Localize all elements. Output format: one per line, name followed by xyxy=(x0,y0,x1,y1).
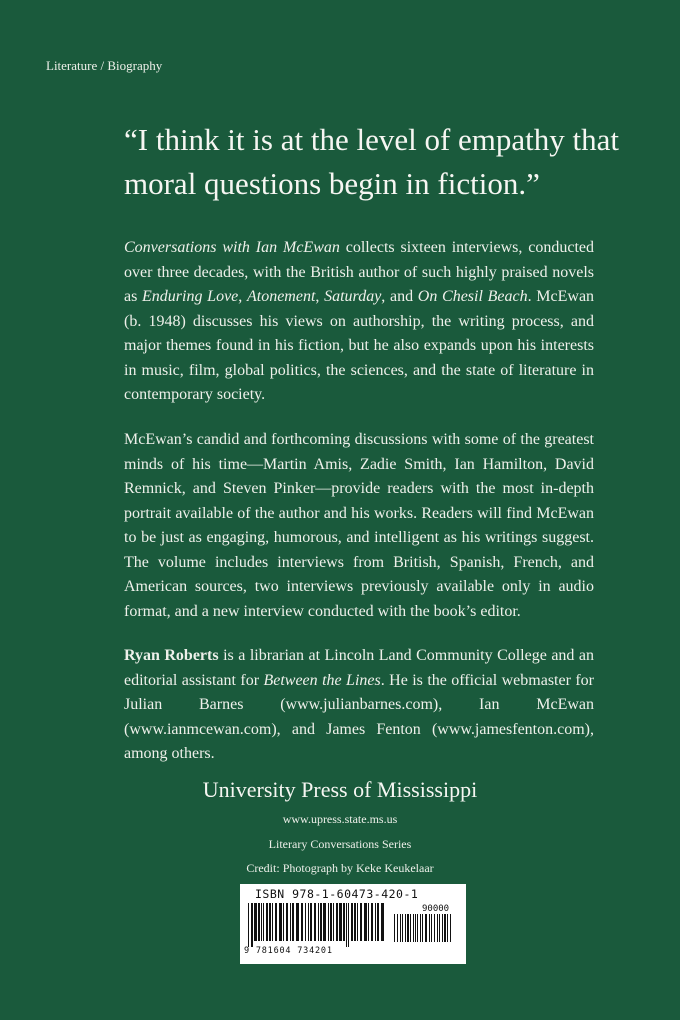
barcode-bar xyxy=(439,914,440,942)
barcode-bar xyxy=(357,903,358,941)
barcode-bar xyxy=(346,903,347,947)
barcode-bar xyxy=(263,903,264,941)
barcode-bar xyxy=(343,903,345,941)
barcode-bar xyxy=(269,903,271,941)
barcode-bar xyxy=(351,903,353,941)
barcode-bar xyxy=(254,903,257,941)
category-label: Literature / Biography xyxy=(46,58,163,73)
barcode-bar xyxy=(444,914,446,942)
barcode-bar xyxy=(310,903,312,941)
barcode-bar xyxy=(248,903,249,947)
barcode-bar xyxy=(308,903,309,941)
bio-text-1: is a librarian at Lincoln Land Community College and an editorial assistant for xyxy=(124,647,595,689)
para1-text-1: collects sixteen interviews, conducted over three decades, with the British author of such highly praised novels as xyxy=(124,239,594,305)
barcode-bar xyxy=(251,903,253,947)
ean-barcode-bars xyxy=(246,903,388,947)
barcode-bar xyxy=(397,914,398,942)
barcode-bar xyxy=(279,903,282,941)
para1-text-4: , and xyxy=(381,288,418,305)
barcode-bar xyxy=(301,903,303,941)
isbn-number: ISBN 978-1-60473-420-1 xyxy=(255,887,419,901)
description-paragraph-2: McEwan’s candid and forthcoming discussions with some of the greatest minds of his time—Martin Amis, Zadie Smith, Ian Hamilton, David Remnick, and Steven Pinker—provide readers with the most in-depth portrait available of the author and his works. Readers will find McEwan to be just as engaging, humorous, and intelligent as his writings suggest. The volume includes interviews from British, Spanish, French, and American sources, two interviews previously available only in audio format, and a new interview conducted with the book’s editor. xyxy=(124,431,594,620)
novel-title: On Chesil Beach xyxy=(417,288,528,305)
barcode-bar xyxy=(450,914,451,942)
novel-title: Enduring Love xyxy=(142,288,239,305)
barcode-bar xyxy=(375,903,376,941)
barcode-bar xyxy=(261,903,262,941)
barcode-bar xyxy=(292,903,294,941)
barcode-bar xyxy=(410,914,411,942)
quote-line-1: “I think it is at the level of empathy that xyxy=(124,122,620,157)
barcode-bar xyxy=(394,914,395,942)
para1-text-5: . McEwan (b. 1948) discusses his views on authorship, the writing process, and major themes found in his fiction, but he also expands upon his interests in music, film, global politics, the sciences, and the state of literature in contemporary society. xyxy=(124,288,595,403)
photo-credit: Credit: Photograph by Keke Keukelaar xyxy=(246,861,434,875)
barcode-bar xyxy=(314,903,316,941)
publisher-url: www.upress.state.ms.us xyxy=(282,812,398,826)
barcode-bar xyxy=(437,914,438,942)
para1-text-2: , xyxy=(238,288,247,305)
quote-line-2: moral questions begin in fiction.” xyxy=(124,166,540,201)
book-title: Conversations with Ian McEwan xyxy=(124,239,340,256)
barcode-bar xyxy=(320,903,322,941)
barcode-bar xyxy=(422,914,423,942)
novel-title: Saturday xyxy=(324,288,382,305)
author-bio xyxy=(124,644,594,767)
barcode-bar xyxy=(339,903,342,941)
barcode-bar xyxy=(368,903,369,941)
barcode-bar xyxy=(330,903,332,941)
barcode-bar xyxy=(305,903,306,941)
description-paragraph-1 xyxy=(124,236,594,408)
barcode-bar xyxy=(407,914,409,942)
barcode-bar xyxy=(381,903,384,941)
journal-title: Between the Lines xyxy=(263,671,381,689)
barcode-bar xyxy=(272,903,273,941)
bio-text-2: . He is the official webmaster for Julian Barnes (www.julianbarnes.com), Ian McEwan (www.ianmcewan.com), and James Fenton (www.jamesfenton.com), among others. xyxy=(124,671,594,762)
pull-quote xyxy=(124,118,624,206)
barcode-bar xyxy=(400,914,401,942)
barcode-bar xyxy=(447,914,448,942)
novel-title: Atonement xyxy=(246,288,316,305)
barcode-bar xyxy=(420,914,421,942)
barcode-bar xyxy=(434,914,435,942)
barcode-bar xyxy=(415,914,416,942)
barcode-bar xyxy=(336,903,338,941)
addon-barcode-bars xyxy=(392,914,454,958)
barcode-bar xyxy=(266,903,268,941)
series-name: Literary Conversations Series xyxy=(268,837,412,851)
barcode-bar xyxy=(283,903,284,941)
barcode-bar xyxy=(377,903,379,941)
publisher-name: University Press of Mississippi xyxy=(202,777,478,802)
barcode-bar xyxy=(360,903,362,941)
barcode-bar xyxy=(413,914,414,942)
barcode-bar xyxy=(354,903,356,941)
author-name: Ryan Roberts xyxy=(124,647,219,664)
barcode-bar xyxy=(431,914,432,942)
isbn-barcode xyxy=(240,884,466,964)
barcode-bar xyxy=(429,914,430,942)
price-code: 90000 xyxy=(422,904,450,914)
barcode-bar xyxy=(402,914,403,942)
barcode-bar xyxy=(286,903,288,941)
ean-digits: 9 781604 734201 xyxy=(244,946,333,956)
barcode-bar xyxy=(348,903,349,947)
para1-text-3: , xyxy=(315,288,325,305)
barcode-bar xyxy=(405,914,406,942)
barcode-bar xyxy=(371,903,373,941)
barcode-bar xyxy=(425,914,427,942)
barcode-bar xyxy=(417,914,418,942)
barcode-bar xyxy=(275,903,277,941)
barcode-bar xyxy=(442,914,443,942)
barcode-bar xyxy=(364,903,367,941)
barcode-bar xyxy=(318,903,319,941)
barcode-bar xyxy=(258,903,260,941)
barcode-bar xyxy=(328,903,329,941)
barcode-bar xyxy=(333,903,334,941)
barcode-bar xyxy=(290,903,291,941)
barcode-bar xyxy=(323,903,326,941)
barcode-bar xyxy=(296,903,299,941)
